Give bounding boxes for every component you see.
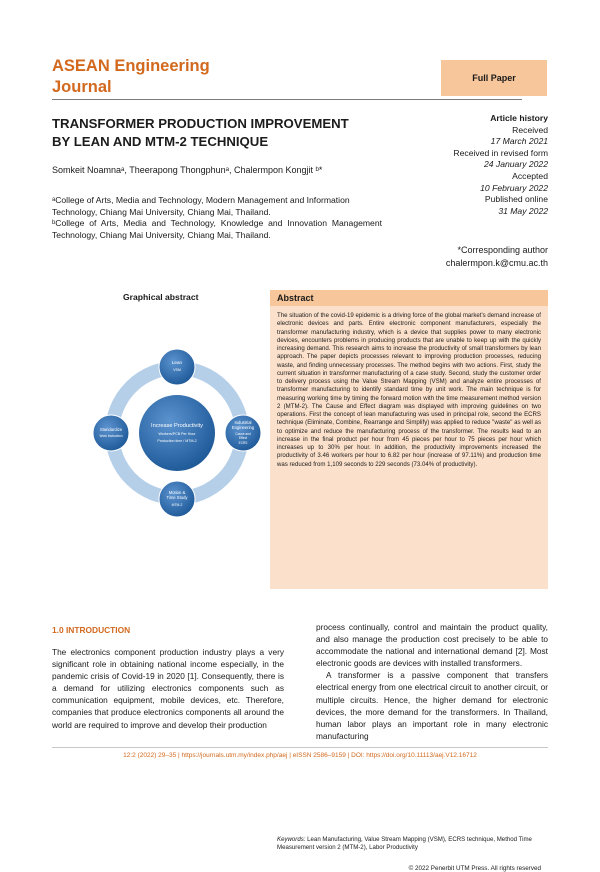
section-heading-introduction: 1.0 INTRODUCTION <box>52 625 131 635</box>
header-divider <box>52 99 522 100</box>
node-ie-title-2: Engineering <box>231 425 255 430</box>
abstract-text: The situation of the covid-19 epidemic is a driving force of the global market's demand increase of electronic devices and parts. Entire electronic component manufacturers, especially the transformer manufacturing industry, which is a device that supplies power to many electronic devices, encounters problems in producing products that are unable to keep up with the quickly increasing demand. This research aims to increase the productivity of small transformers by lean approach. The paper depicts processes relevant to improving production processes, reducing waste, and finding unnecessary processes. The method begins with two actions. First, study the current situation in transformer manufacturing of a case study. Second, study the customer order to delivery process using the Value Stream Mapping (VSM) and analyze entire processes of transformer manufacturing to identify standard time by unit work. The main technique is for measuring working time by timing the forward motion with the time measurement method version 2 (MTM-2). The Cause and Effect diagram was displayed with improving guidelines on two operations. First the concept of lean manufacturing was used in principal role, second the ECRS technique (Eliminate, Combine, Rearrange and Simplify) was applied to reduce "waste" as well as to optimize and reduce the manufacturing process of the transformer. The results lead to an increase in the final product per hour from 45 pieces per hour to 75 pieces per hour which increases up to 30% per hour. In addition, the productivity improvements increased the productivity of 3.46 workers per hour to 6.82 per hour (increase of 97.11%) and production time was reduced from 1,109 seconds to 229 seconds (73.04% of productivity). <box>277 312 541 468</box>
node-lean <box>159 349 195 385</box>
authors: Somkeit Noamnaᵃ, Theerapong Thongphunᵃ, Chalermpon Kongjit ᵇ* <box>52 165 323 175</box>
affiliation-b: ᵇCollege of Arts, Media and Technology, Knowledge and Innovation Management Technology, Chiang Mai University, Chiang Mai, Thailand. <box>52 218 382 240</box>
keywords-list: Lean Manufacturing, Value Stream Mapping (VSM), ECRS technique, Method Time Measurement version 2 (MTM-2), Labor Productivity <box>277 836 532 852</box>
paper-title <box>52 115 432 151</box>
journal-name-line2: Journal <box>52 78 112 96</box>
node-standardize-title: Standardize <box>99 427 123 432</box>
center-title: Increase Productivity <box>151 423 203 429</box>
corresponding-email[interactable]: chalermpon.k@cmu.ac.th <box>445 258 548 268</box>
article-history <box>453 113 548 217</box>
node-ie-title-1: Industrial <box>234 420 252 425</box>
keywords-label: Keywords: <box>277 836 306 843</box>
journal-title <box>52 56 210 98</box>
intro-left-column <box>52 646 284 731</box>
paper-type-badge: Full Paper <box>441 60 547 96</box>
received-label: Received <box>512 124 548 135</box>
graphical-abstract-diagram <box>82 338 272 528</box>
corresponding-label: *Corresponding author <box>457 245 548 255</box>
intro-paragraph: A transformer is a passive component that transfers electrical energy from one electrical circuit to another circuit, or multiple circuits. Hence, the higher demand for electronic devices, the more demand for the transformers. In Thailand, human labor plays an important role in many electronic manufacturing <box>316 670 548 741</box>
revised-date: 24 January 2022 <box>483 159 548 170</box>
node-ie-sub-1: Cause and <box>235 432 251 436</box>
published-date: 31 May 2022 <box>498 205 548 216</box>
graphical-abstract-title: Graphical abstract <box>123 292 199 302</box>
published-label: Published online <box>484 194 548 205</box>
footer-divider <box>52 747 548 748</box>
received-date: 17 March 2021 <box>490 136 548 147</box>
node-ie-sub-2: Effect <box>238 436 248 440</box>
node-standardize-sub: Work Instruction <box>99 434 123 438</box>
keywords <box>277 836 541 853</box>
page-footer: 12:2 (2022) 29–35 | https://journals.utm.my/index.php/aej | eISSN 2586–9159 | DOI: https://doi.org/10.11113/aej.V12.16712 <box>123 752 477 759</box>
center-sub1: Workers/PCB Per Hour <box>158 432 196 436</box>
history-title: Article history <box>490 113 548 123</box>
corresponding-author <box>446 244 548 270</box>
node-lean-sub: VSM <box>173 368 181 372</box>
node-mts-title-1: Motion & <box>168 490 186 495</box>
intro-paragraph: process continually, control and maintain the product quality, and also manage the production cost precisely to be able to accommodate the national and international demand [2]. Most electronic goods are devices with installed transformers. <box>316 622 548 669</box>
node-mts-title-2: Time Study <box>166 495 188 500</box>
paper-title-line1: TRANSFORMER PRODUCTION IMPROVEMENT <box>52 116 349 131</box>
accepted-date: 10 February 2022 <box>480 182 548 193</box>
copyright-notice: © 2022 Penerbit UTM Press. All rights reserved <box>408 865 541 872</box>
intro-right-column <box>316 621 548 742</box>
node-lean-title: Lean <box>171 360 183 365</box>
accepted-label: Accepted <box>512 170 548 181</box>
intro-paragraph: The electronics component production industry plays a very significant role in obtaining national income especially, in the pandemic crisis of Covid-19 in 2020 [1]. Consequently, there is a demand for utilizing electronics components such as communication equipment, mobile devices, etc. Therefore, companies that produce electronics components all around the world are required to improve and develop their production <box>52 647 284 730</box>
affiliation-a: ᵃCollege of Arts, Media and Technology, Modern Management and Information Technology, Chiang Mai University, Chiang Mai, Thailand. <box>52 195 350 217</box>
paper-title-line2: BY LEAN AND MTM-2 TECHNIQUE <box>52 134 269 149</box>
abstract-title: Abstract <box>270 290 548 306</box>
node-ie-sub-3: ECRS <box>238 441 248 445</box>
journal-name-line1: ASEAN Engineering <box>52 57 210 75</box>
node-standardize <box>93 415 129 451</box>
center-sub2: Production time / MTM-2 <box>157 439 197 443</box>
node-mts-sub: MTM-2 <box>171 503 183 507</box>
revised-label: Received in revised form <box>453 147 548 158</box>
